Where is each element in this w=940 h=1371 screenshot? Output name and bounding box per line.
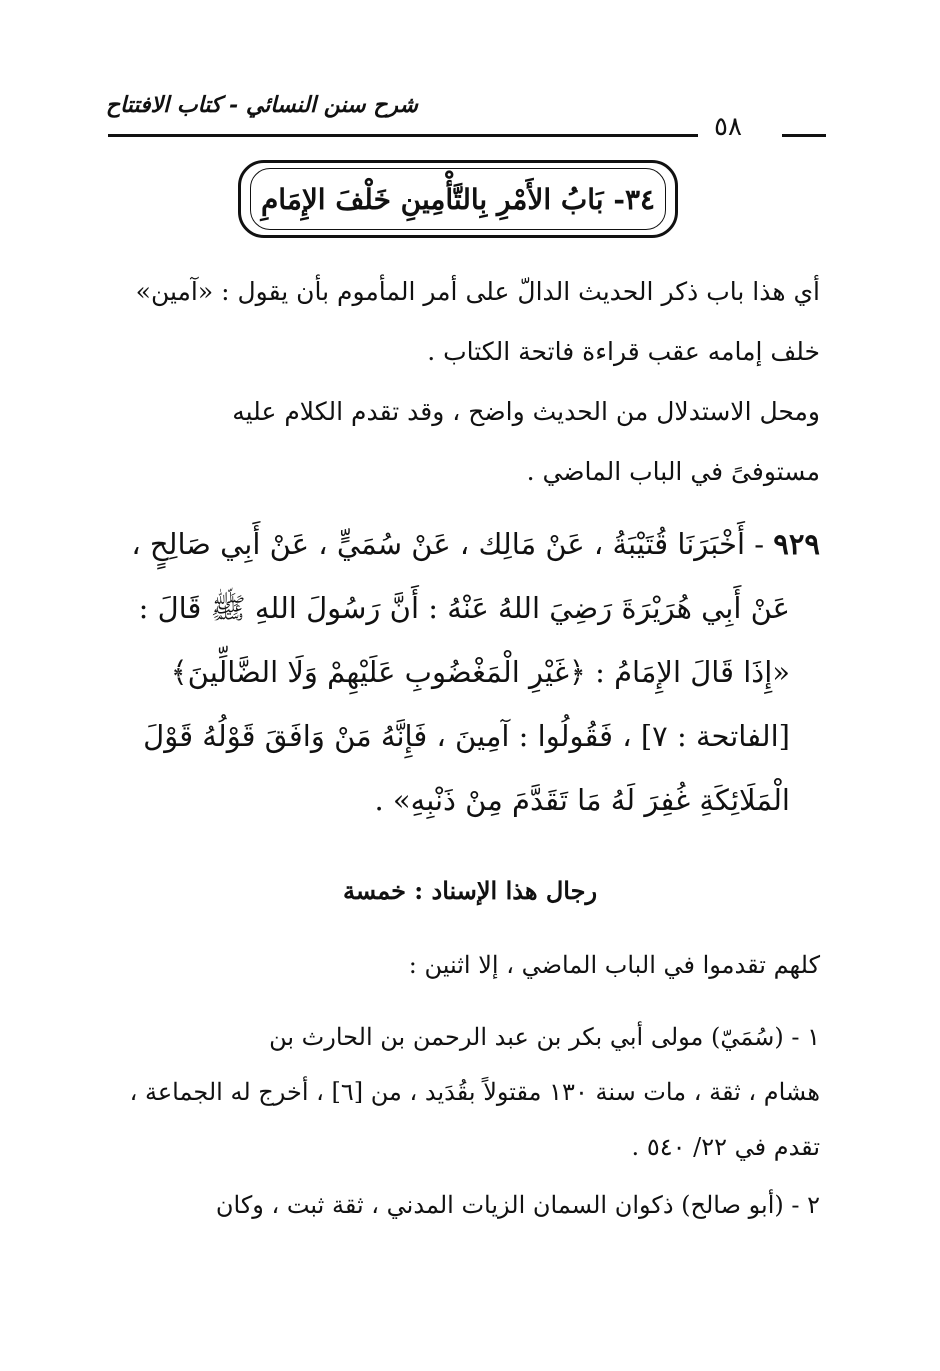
hadith-line-text: - أَخْبَرَنَا قُتَيْبَةُ ، عَنْ مَالِك ، عَنْ سُمَيٍّ ، عَنْ أَبِي صَالِحٍ ،: [131, 527, 765, 561]
hadith-line: [الفاتحة : ٧] ، فَقُولُوا : آمِينَ ، فَإِنَّهُ مَنْ وَافَقَ قَوْلُهُ قَوْلَ: [143, 719, 790, 753]
evidence-line: ومحل الاستدلال من الحديث واضح ، وقد تقدم الكلام عليه: [232, 397, 820, 426]
hadith-number: ٩٢٩: [773, 527, 820, 561]
chapter-title: ٣٤- بَابُ الأَمْرِ بِالتَّأْمِينِ خَلْفَ الإِمَامِ: [260, 182, 656, 216]
evidence-line: مستوفىً في الباب الماضي .: [526, 457, 820, 486]
hadith-line: [108, 512, 820, 576]
header-rule-short: [782, 134, 826, 137]
hadith-text: [108, 512, 820, 832]
narrator-line: ٢ - (أبو صالح) ذكوان السمان الزيات المدني ، ثقة ثبت ، وكان: [215, 1191, 820, 1219]
narrators-intro: [108, 940, 820, 990]
narrators-intro-line: كلهم تقدموا في الباب الماضي ، إلا اثنين :: [408, 951, 820, 979]
narrator-line: ١ - (سُمَيّ) مولى أبي بكر بن عبد الرحمن بن الحارث بن: [269, 1023, 820, 1051]
header-rule: [108, 134, 698, 137]
intro-line: أي هذا باب ذكر الحديث الدالّ على أمر المأموم بأن يقول : «آمين»: [135, 277, 820, 306]
running-title: شرح سنن النسائي - كتاب الافتتاح: [105, 92, 418, 118]
hadith-line: «إِذَا قَالَ الإِمَامُ : ﴿غَيْرِ الْمَغْضُوبِ عَلَيْهِمْ وَلَا الضَّالِّينَ﴾: [170, 655, 790, 689]
narrator-item-2: [108, 1180, 820, 1230]
chapter-heading-box: [250, 168, 666, 230]
narrator-item-1: [108, 1010, 820, 1175]
page-number: ٥٨: [714, 112, 742, 142]
narrators-heading: رجال هذا الإسناد : خمسة: [342, 876, 598, 905]
narrator-line: تقدم في ٢٢/ ٥٤٠ .: [631, 1133, 820, 1161]
narrator-line: هشام ، ثقة ، مات سنة ١٣٠ مقتولاً بقُدَيد ، من [٦] ، أخرج له الجماعة ،: [129, 1078, 820, 1106]
hadith-line: الْمَلَائِكَةِ غُفِرَ لَهُ مَا تَقَدَّمَ مِنْ ذَنْبِهِ» .: [374, 783, 790, 817]
evidence-paragraph: [108, 382, 820, 502]
intro-paragraph: [108, 262, 820, 382]
hadith-line: عَنْ أَبِي هُرَيْرَةَ رَضِيَ اللهُ عَنْهُ : أَنَّ رَسُولَ اللهِ ﷺ قَالَ :: [138, 591, 790, 625]
intro-line: خلف إمامه عقب قراءة فاتحة الكتاب .: [427, 337, 820, 366]
